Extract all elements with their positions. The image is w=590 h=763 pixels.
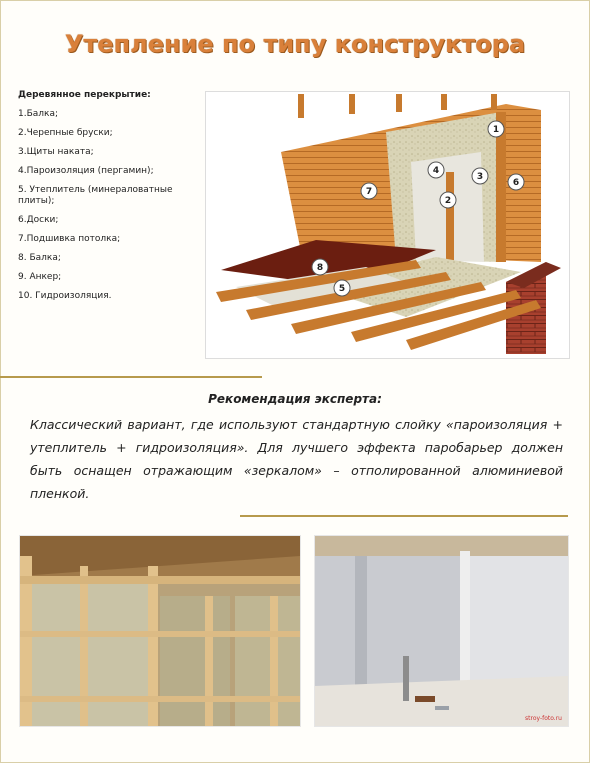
recommendation-heading: Рекомендация эксперта: [208, 392, 382, 406]
diagram-marker: 2 [444, 196, 452, 206]
photo-frame-insulation [20, 536, 300, 726]
legend-item: 2.Черепные бруски; [18, 128, 113, 138]
legend-item: 9. Анкер; [18, 272, 62, 282]
diagram-marker: 6 [512, 178, 520, 188]
legend-item: 5. Утеплитель (минераловатные плиты); [18, 185, 173, 206]
diagram-marker: 3 [476, 172, 484, 182]
diagram-marker: 7 [365, 187, 373, 197]
diagram-marker: 1 [492, 125, 500, 135]
legend-item: 3.Щиты наката; [18, 147, 94, 157]
divider-rule [240, 515, 568, 517]
diagram-illustration [206, 92, 569, 358]
legend-heading: Деревянное перекрытие: [18, 90, 151, 100]
photo-illustration [315, 536, 568, 726]
legend-item: 1.Балка; [18, 109, 59, 119]
recommendation-text: Классический вариант, где используют стандартную слойку «пароизоляция + утеплитель + гидроизоляция». Для лучшего эффекта паробарьер должен быть оснащен отражающим «зеркалом» – отполированной алюминиевой пленкой. [30, 417, 563, 501]
legend-item: 8. Балка; [18, 253, 61, 263]
page-title: Утепление по типу конструктора [64, 30, 526, 58]
photo-frame-foil [315, 536, 568, 726]
diagram-marker: 4 [432, 166, 440, 176]
photo-illustration [20, 536, 300, 726]
legend-item: 10. Гидроизоляция. [18, 291, 112, 301]
diagram-marker: 8 [316, 263, 324, 273]
divider-rule [0, 376, 262, 378]
legend [18, 90, 198, 310]
photo-watermark: stroy-foto.ru [525, 715, 562, 722]
diagram-marker: 5 [338, 284, 346, 294]
legend-item: 6.Доски; [18, 215, 59, 225]
floor-construction-diagram [205, 91, 570, 359]
legend-item: 7.Подшивка потолка; [18, 234, 121, 244]
legend-item: 4.Пароизоляция (пергамин); [18, 166, 154, 176]
